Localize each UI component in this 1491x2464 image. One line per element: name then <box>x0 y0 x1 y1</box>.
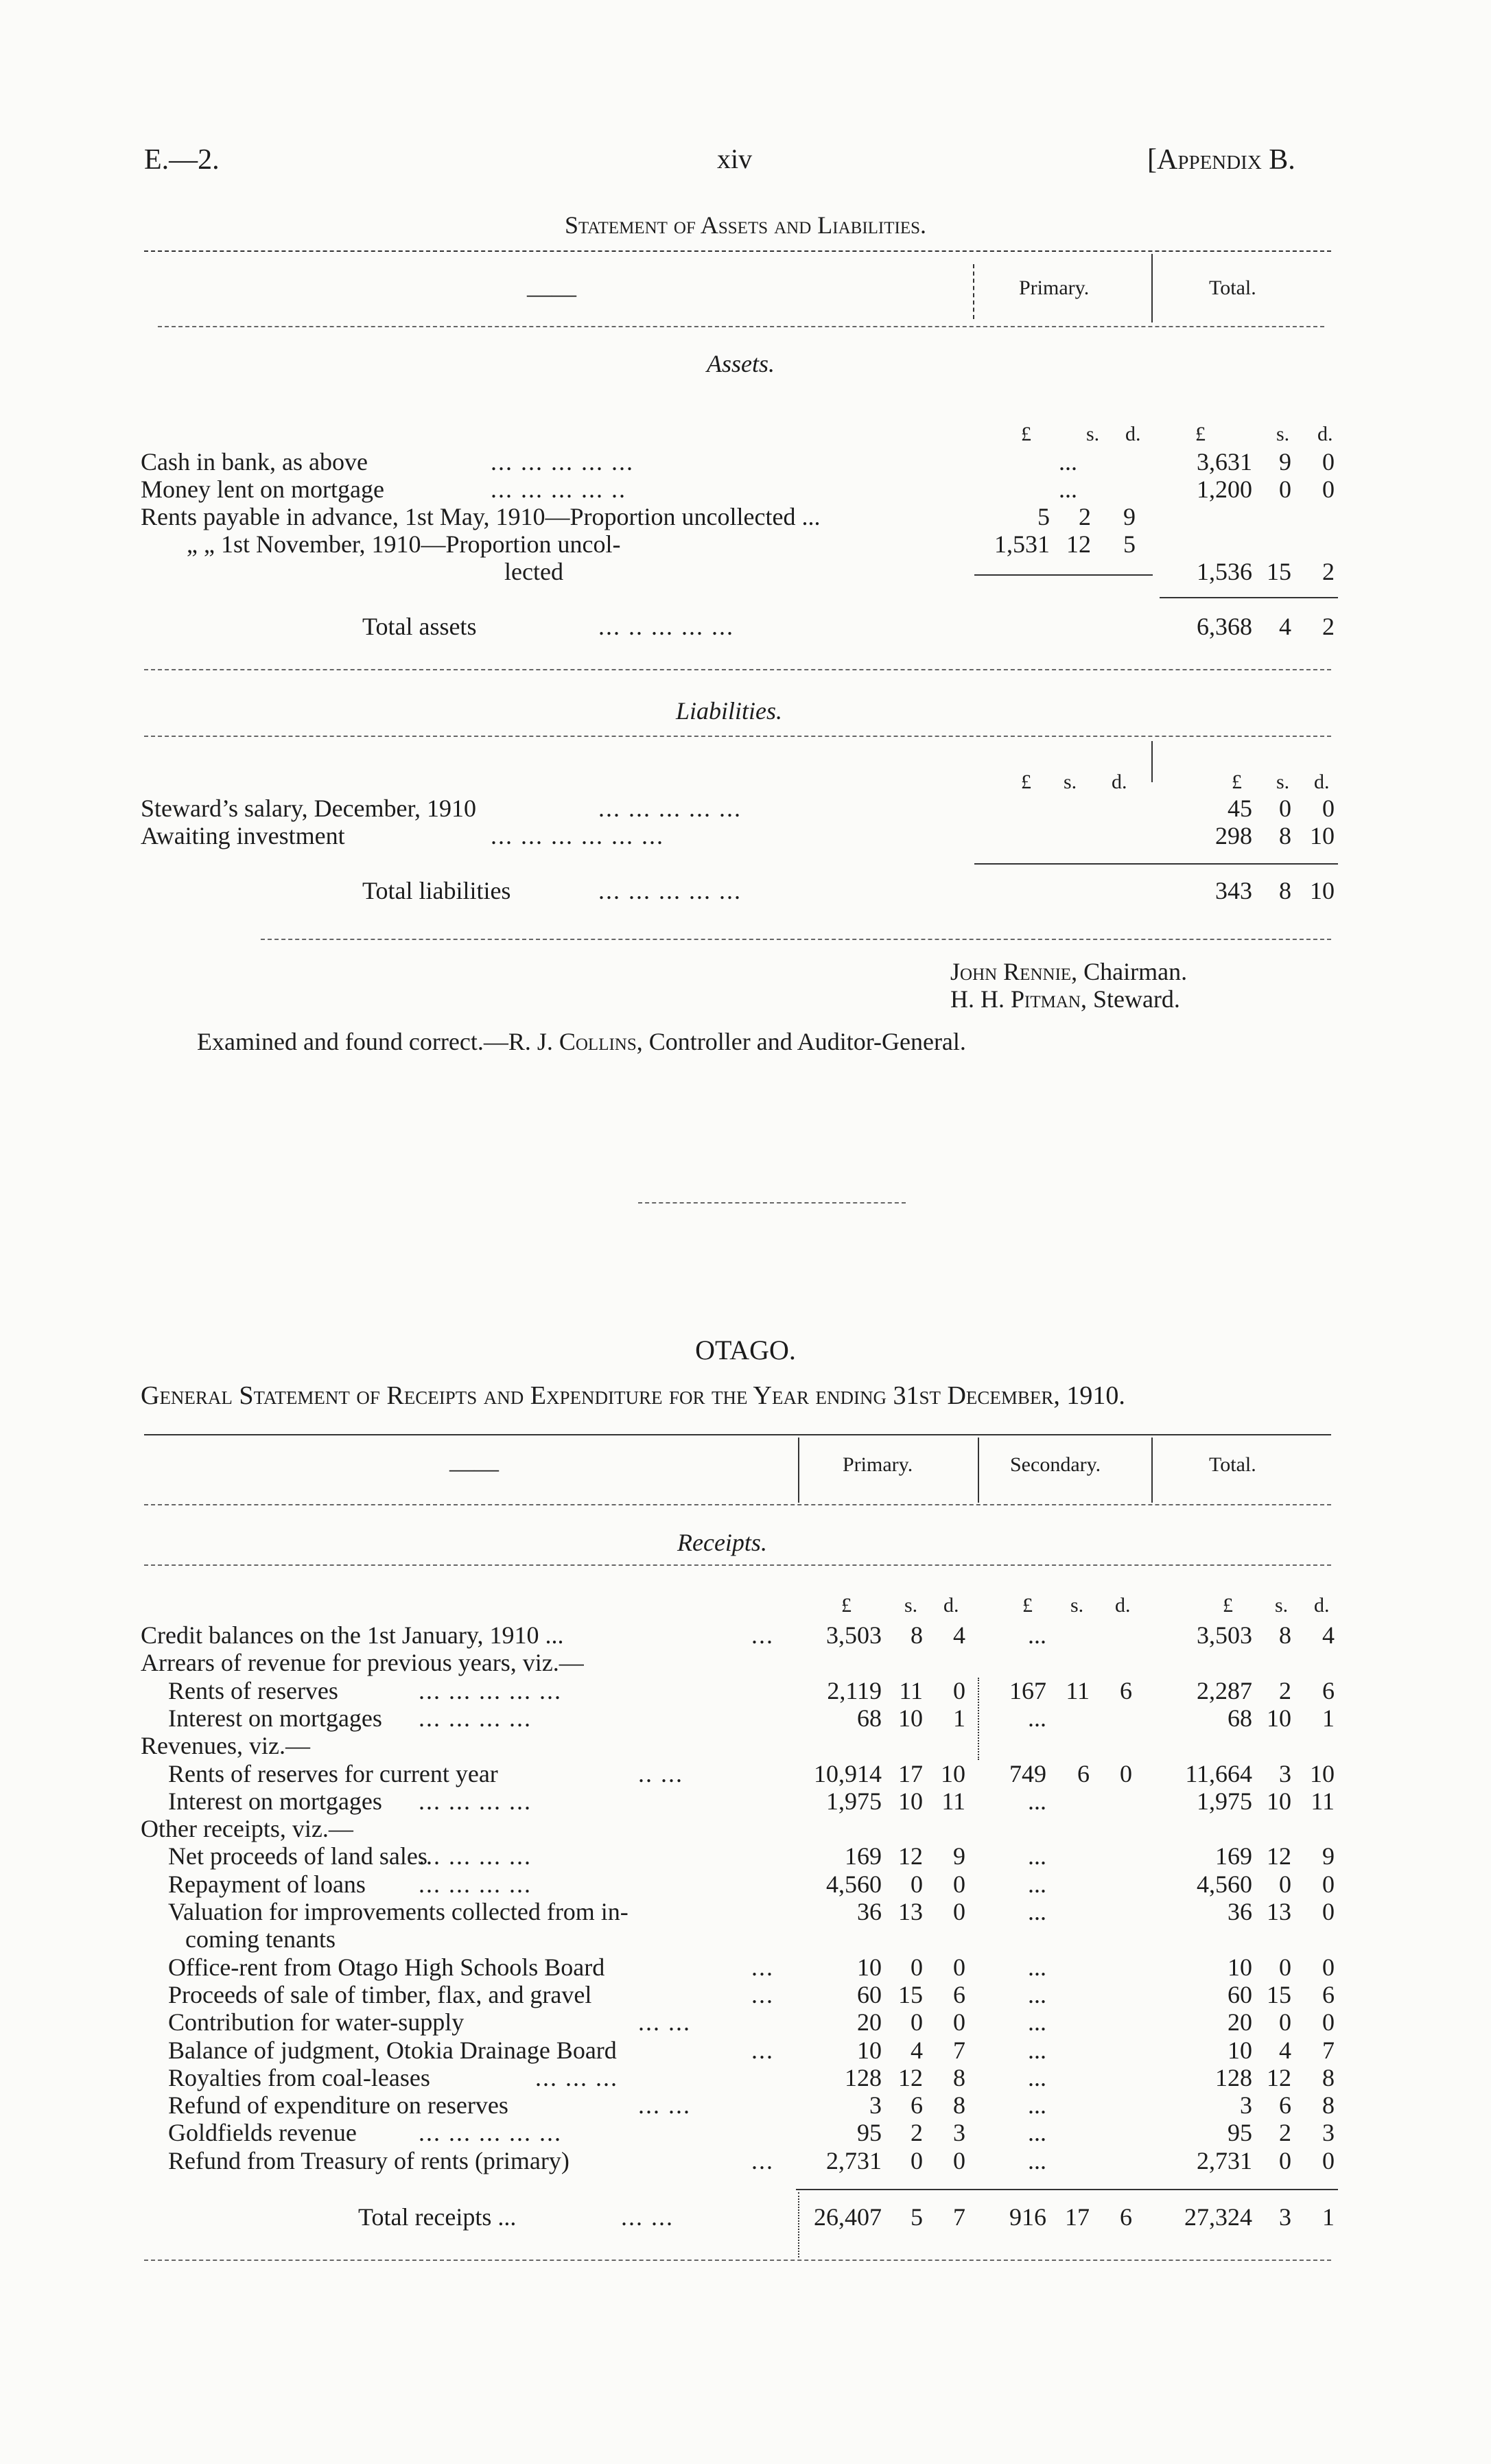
total-pence: 4 <box>1322 1621 1335 1649</box>
row-label: „ „ 1st November, 1910—Proportion uncol- <box>187 530 621 558</box>
row-label: Awaiting investment <box>141 822 345 849</box>
secondary-pounds: 916 <box>1009 2203 1046 2231</box>
secondary-pence: 6 <box>1120 1677 1132 1704</box>
primary-pence: 3 <box>953 2119 965 2146</box>
row-label: Revenues, viz.— <box>141 1732 310 1759</box>
primary-pounds: 36 <box>857 1898 882 1925</box>
primary-shillings: 8 <box>911 1621 923 1649</box>
statement2-title: General Statement of Receipts and Expenditure for the Year ending 31st December, 1910. <box>141 1381 1125 1410</box>
total-pounds: 45 <box>1228 795 1252 822</box>
currency-header: d. <box>1317 423 1333 445</box>
col-header-dash: —— <box>449 1455 499 1482</box>
leader-dots: ... ... ... ... ... <box>598 795 742 822</box>
total-pence: 0 <box>1322 1953 1335 1981</box>
leader-dots: ... ... ... ... <box>419 1704 532 1732</box>
total-pounds: 20 <box>1228 2008 1252 2036</box>
total-pounds: 298 <box>1215 822 1252 849</box>
total-pence: 10 <box>1310 877 1335 904</box>
primary-pence: 6 <box>953 1981 965 2008</box>
currency-header: d. <box>1314 771 1330 793</box>
total-pounds: 2,287 <box>1197 1677 1252 1704</box>
currency-header: s. <box>1064 771 1077 793</box>
total-shillings: 10 <box>1267 1704 1291 1732</box>
receipts-heading: Receipts. <box>677 1529 767 1556</box>
currency-header: £ <box>1021 771 1031 793</box>
row-label: Goldfields revenue <box>168 2119 357 2146</box>
total-pence: 11 <box>1311 1787 1335 1815</box>
primary-shillings: 10 <box>898 1704 923 1732</box>
total-shillings: 8 <box>1279 822 1291 849</box>
total-shillings: 9 <box>1279 448 1291 476</box>
secondary-pounds: ... <box>1028 2147 1046 2174</box>
row-label: Net proceeds of land sales <box>168 1842 427 1870</box>
primary-pence: 5 <box>1123 530 1136 558</box>
secondary-pence: 6 <box>1120 2203 1132 2231</box>
primary-pence: 0 <box>953 2008 965 2036</box>
row-label-continued: coming tenants <box>185 1925 336 1953</box>
total-rule <box>796 2189 1338 2190</box>
col-header-primary: Primary. <box>1019 277 1090 299</box>
currency-header: £ <box>1195 423 1206 445</box>
total-label: Total assets <box>362 613 477 640</box>
primary-pounds: ... <box>1059 448 1077 476</box>
leader-dots: ... ... <box>621 2203 674 2231</box>
region-title: OTAGO. <box>695 1335 796 1365</box>
leader-dots: ... <box>751 1981 774 2008</box>
total-pounds: 60 <box>1228 1981 1252 2008</box>
secondary-pounds: 749 <box>1009 1760 1046 1787</box>
currency-header: s. <box>1086 423 1100 445</box>
total-pence: 0 <box>1322 476 1335 503</box>
secondary-pounds: ... <box>1028 1621 1046 1649</box>
examined-line <box>197 1029 966 1054</box>
leader-dots: ... ... <box>638 2008 691 2036</box>
secondary-pounds: ... <box>1028 1898 1046 1925</box>
statement1-top-rule <box>144 250 1331 252</box>
primary-pence: 9 <box>1123 503 1136 530</box>
total-shillings: 10 <box>1267 1787 1291 1815</box>
primary-pounds: 3,503 <box>826 1621 882 1649</box>
primary-pounds: 5 <box>1037 503 1050 530</box>
primary-pounds: 1,975 <box>826 1787 882 1815</box>
total-pounds: 3,503 <box>1197 1621 1252 1649</box>
total-pence: 0 <box>1322 1898 1335 1925</box>
examined-text: Examined and found correct.—R. J. <box>197 1028 553 1055</box>
secondary-pounds: ... <box>1028 2008 1046 2036</box>
total-pence: 2 <box>1322 558 1335 585</box>
total-shillings: 0 <box>1279 2008 1291 2036</box>
col-divider <box>978 1678 979 1760</box>
total-pounds: 2,731 <box>1197 2147 1252 2174</box>
primary-shillings: 2 <box>1079 503 1091 530</box>
currency-header: d. <box>1314 1594 1330 1617</box>
total-shillings: 2 <box>1279 1677 1291 1704</box>
appendix-label: [Appendix B. <box>1147 144 1295 176</box>
total-shillings: 15 <box>1267 1981 1291 2008</box>
currency-header: s. <box>1070 1594 1084 1617</box>
primary-pence: 7 <box>953 2037 965 2064</box>
primary-shillings: 10 <box>898 1787 923 1815</box>
total-pence: 6 <box>1322 1981 1335 2008</box>
section-rule <box>144 669 1331 670</box>
total-shillings: 4 <box>1279 2037 1291 2064</box>
primary-pence: 1 <box>953 1704 965 1732</box>
total-pence: 2 <box>1322 613 1335 640</box>
secondary-pounds: ... <box>1028 2037 1046 2064</box>
auditor-name: Collins <box>559 1028 637 1055</box>
section-rule <box>261 939 1331 940</box>
row-label: Cash in bank, as above <box>141 448 368 476</box>
primary-pence: 0 <box>953 2147 965 2174</box>
signatory-role: , Steward. <box>1080 985 1180 1013</box>
secondary-pounds: ... <box>1028 1787 1046 1815</box>
primary-pence: 10 <box>941 1760 965 1787</box>
total-pence: 10 <box>1310 1760 1335 1787</box>
total-pence: 6 <box>1322 1677 1335 1704</box>
col-divider <box>1151 1438 1153 1503</box>
leader-dots: ... <box>751 2037 774 2064</box>
primary-pence: 0 <box>953 1953 965 1981</box>
primary-pounds: 68 <box>857 1704 882 1732</box>
total-pence: 9 <box>1322 1842 1335 1870</box>
leader-dots: ... ... ... ... ... ... <box>491 822 664 849</box>
row-label: Steward’s salary, December, 1910 <box>141 795 477 822</box>
currency-header: d. <box>1112 771 1127 793</box>
row-label-continued: lected <box>504 558 563 585</box>
primary-shillings: 15 <box>898 1981 923 2008</box>
primary-shillings: 0 <box>911 1953 923 1981</box>
row-label: Office-rent from Otago High Schools Board <box>168 1953 605 1981</box>
total-shillings: 3 <box>1279 1760 1291 1787</box>
currency-header: s. <box>1275 1594 1289 1617</box>
primary-shillings: 0 <box>911 1870 923 1898</box>
row-label: Valuation for improvements collected from in- <box>168 1898 629 1925</box>
col-divider <box>978 1438 979 1503</box>
total-pence: 0 <box>1322 2008 1335 2036</box>
total-shillings: 8 <box>1279 1621 1291 1649</box>
total-pence: 1 <box>1322 1704 1335 1732</box>
page-number: xiv <box>717 143 753 174</box>
signatory-name: H. H. Pitman <box>950 985 1081 1013</box>
row-label: Royalties from coal-leases <box>168 2064 430 2091</box>
statement2-top-rule <box>144 1434 1331 1435</box>
row-label: Refund of expenditure on reserves <box>168 2091 508 2119</box>
currency-header: £ <box>1232 771 1242 793</box>
total-label: Total liabilities <box>362 877 511 904</box>
total-shillings: 13 <box>1267 1898 1291 1925</box>
currency-header: s. <box>1276 771 1290 793</box>
primary-pence: 8 <box>953 2064 965 2091</box>
total-pence: 0 <box>1322 1870 1335 1898</box>
section-separator <box>638 1202 906 1204</box>
leader-dots: ... ... ... ... <box>419 1787 532 1815</box>
primary-shillings: 4 <box>911 2037 923 2064</box>
row-label: Repayment of loans <box>168 1870 366 1898</box>
total-shillings: 0 <box>1279 1953 1291 1981</box>
page-ref: E.—2. <box>144 144 220 176</box>
header-bottom-rule <box>144 1504 1331 1505</box>
currency-header: s. <box>904 1594 918 1617</box>
col-divider <box>798 1438 799 1503</box>
primary-shillings: 2 <box>911 2119 923 2146</box>
primary-shillings: 12 <box>1066 530 1091 558</box>
currency-header: £ <box>1021 423 1031 445</box>
primary-pounds: 4,560 <box>826 1870 882 1898</box>
col-header-primary: Primary. <box>843 1453 913 1476</box>
total-rule <box>974 863 1338 865</box>
signature-steward <box>950 987 1180 1011</box>
primary-shillings: 17 <box>898 1760 923 1787</box>
primary-shillings: 12 <box>898 1842 923 1870</box>
col-divider <box>973 264 974 319</box>
total-shillings: 12 <box>1267 2064 1291 2091</box>
total-pounds: 3,631 <box>1197 448 1252 476</box>
primary-pounds: 2,119 <box>827 1677 882 1704</box>
section-rule <box>144 1564 1331 1566</box>
total-shillings: 0 <box>1279 795 1291 822</box>
total-shillings: 12 <box>1267 1842 1291 1870</box>
primary-pence: 0 <box>953 1870 965 1898</box>
secondary-pounds: ... <box>1028 2119 1046 2146</box>
row-label: Contribution for water-supply <box>168 2008 465 2036</box>
header-bottom-rule <box>158 326 1324 327</box>
total-rule <box>1160 597 1338 598</box>
liabilities-heading: Liabilities. <box>676 697 783 725</box>
currency-header: d. <box>943 1594 959 1617</box>
primary-pounds: 26,407 <box>814 2203 882 2231</box>
total-pence: 0 <box>1322 795 1335 822</box>
subtotal-rule <box>974 574 1153 576</box>
leader-dots: ... <box>751 1621 774 1649</box>
primary-pounds: 20 <box>857 2008 882 2036</box>
primary-pence: 0 <box>953 1677 965 1704</box>
leader-dots: ... ... ... ... ... <box>419 2119 562 2146</box>
row-label: Rents payable in advance, 1st May, 1910—Proportion uncollected ... <box>141 503 821 530</box>
primary-pounds: 169 <box>845 1842 882 1870</box>
total-shillings: 2 <box>1279 2119 1291 2146</box>
total-pounds: 343 <box>1215 877 1252 904</box>
primary-shillings: 11 <box>899 1677 923 1704</box>
primary-pounds: 10 <box>857 2037 882 2064</box>
currency-header: £ <box>1022 1594 1033 1617</box>
primary-pounds: 2,731 <box>826 2147 882 2174</box>
secondary-pounds: ... <box>1028 1870 1046 1898</box>
total-shillings: 4 <box>1279 613 1291 640</box>
primary-pence: 4 <box>953 1621 965 1649</box>
total-pounds: 4,560 <box>1197 1870 1252 1898</box>
row-label: Other receipts, viz.— <box>141 1815 353 1842</box>
col-header-dash: —— <box>527 280 576 307</box>
primary-pence: 8 <box>953 2091 965 2119</box>
statement1-title: Statement of Assets and Liabilities. <box>564 211 927 239</box>
col-divider <box>1151 254 1153 322</box>
signature-chairman <box>950 959 1187 984</box>
total-pence: 1 <box>1322 2203 1335 2231</box>
row-label: Money lent on mortgage <box>141 476 384 503</box>
leader-dots: ... ... ... ... ... <box>598 877 742 904</box>
total-pence: 8 <box>1322 2064 1335 2091</box>
total-pounds: 36 <box>1228 1898 1252 1925</box>
row-label: Interest on mortgages <box>168 1704 382 1732</box>
col-divider <box>1151 741 1153 782</box>
leader-dots: ... ... ... <box>535 2064 618 2091</box>
currency-header: d. <box>1125 423 1141 445</box>
total-shillings: 6 <box>1279 2091 1291 2119</box>
leader-dots: ... ... ... ... ... <box>419 1677 562 1704</box>
primary-shillings: 5 <box>911 2203 923 2231</box>
leader-dots: ... <box>751 1953 774 1981</box>
total-label: Total receipts ... <box>358 2203 517 2231</box>
leader-dots: ... .. ... ... ... <box>598 613 734 640</box>
auditor-title: , Controller and Auditor-General. <box>636 1028 966 1055</box>
primary-pounds: 95 <box>857 2119 882 2146</box>
total-shillings: 0 <box>1279 1870 1291 1898</box>
primary-pounds: 1,531 <box>994 530 1050 558</box>
total-pence: 8 <box>1322 2091 1335 2119</box>
row-label: Credit balances on the 1st January, 1910 ... <box>141 1621 564 1649</box>
primary-shillings: 13 <box>898 1898 923 1925</box>
primary-pounds: 10,914 <box>814 1760 882 1787</box>
secondary-pence: 0 <box>1120 1760 1132 1787</box>
primary-pounds: 10 <box>857 1953 882 1981</box>
total-pounds: 11,664 <box>1185 1760 1252 1787</box>
total-pounds: 10 <box>1228 1953 1252 1981</box>
leader-dots: ... ... ... ... <box>419 1870 532 1898</box>
primary-pounds: 128 <box>845 2064 882 2091</box>
primary-shillings: 0 <box>911 2008 923 2036</box>
assets-heading: Assets. <box>707 350 775 377</box>
row-label: Refund from Treasury of rents (primary) <box>168 2147 570 2174</box>
signatory-role: , Chairman. <box>1071 958 1188 985</box>
secondary-pounds: ... <box>1028 1704 1046 1732</box>
row-label: Rents of reserves <box>168 1677 338 1704</box>
total-pounds: 10 <box>1228 2037 1252 2064</box>
total-pence: 7 <box>1322 2037 1335 2064</box>
col-header-secondary: Secondary. <box>1010 1453 1101 1476</box>
primary-shillings: 12 <box>898 2064 923 2091</box>
row-label: Rents of reserves for current year <box>168 1760 498 1787</box>
currency-header: d. <box>1115 1594 1131 1617</box>
leader-dots: ... ... ... ... .. <box>491 476 626 503</box>
total-shillings: 3 <box>1279 2203 1291 2231</box>
total-pounds: 95 <box>1228 2119 1252 2146</box>
col-header-total: Total. <box>1209 277 1256 299</box>
leader-dots: ... ... ... ... <box>419 1842 532 1870</box>
primary-shillings: 6 <box>911 2091 923 2119</box>
primary-pence: 7 <box>953 2203 965 2231</box>
row-label: Arrears of revenue for previous years, viz.— <box>141 1649 584 1676</box>
primary-pounds: 60 <box>857 1981 882 2008</box>
section-rule <box>144 736 1331 737</box>
signatory-name: John Rennie <box>950 958 1072 985</box>
currency-header: s. <box>1276 423 1290 445</box>
secondary-pounds: ... <box>1028 1842 1046 1870</box>
row-label: Proceeds of sale of timber, flax, and gravel <box>168 1981 592 2008</box>
row-label: Interest on mortgages <box>168 1787 382 1815</box>
col-header-total: Total. <box>1209 1453 1256 1476</box>
leader-dots: ... ... ... ... ... <box>491 448 634 476</box>
leader-dots: ... ... <box>638 2091 691 2119</box>
primary-pounds: ... <box>1059 476 1077 503</box>
total-pounds: 1,536 <box>1197 558 1252 585</box>
total-pounds: 68 <box>1228 1704 1252 1732</box>
total-pence: 0 <box>1322 2147 1335 2174</box>
currency-header: £ <box>1223 1594 1233 1617</box>
total-pounds: 169 <box>1215 1842 1252 1870</box>
total-pounds: 6,368 <box>1197 613 1252 640</box>
row-label: Balance of judgment, Otokia Drainage Board <box>168 2037 617 2064</box>
leader-dots: ... <box>751 2147 774 2174</box>
section-rule <box>144 2260 1331 2261</box>
leader-dots: .. ... <box>638 1760 683 1787</box>
currency-header: £ <box>841 1594 852 1617</box>
total-pounds: 27,324 <box>1184 2203 1252 2231</box>
primary-pence: 0 <box>953 1898 965 1925</box>
total-shillings: 0 <box>1279 476 1291 503</box>
primary-shillings: 0 <box>911 2147 923 2174</box>
total-pounds: 128 <box>1215 2064 1252 2091</box>
total-pence: 3 <box>1322 2119 1335 2146</box>
secondary-shillings: 11 <box>1066 1677 1090 1704</box>
secondary-pounds: ... <box>1028 2064 1046 2091</box>
primary-pence: 9 <box>953 1842 965 1870</box>
primary-pence: 11 <box>941 1787 965 1815</box>
total-pence: 10 <box>1310 822 1335 849</box>
total-pounds: 3 <box>1240 2091 1252 2119</box>
secondary-pounds: ... <box>1028 2091 1046 2119</box>
total-shillings: 8 <box>1279 877 1291 904</box>
total-pence: 0 <box>1322 448 1335 476</box>
primary-pounds: 3 <box>869 2091 882 2119</box>
secondary-shillings: 6 <box>1077 1760 1090 1787</box>
secondary-pounds: 167 <box>1009 1677 1046 1704</box>
total-pounds: 1,200 <box>1197 476 1252 503</box>
total-shillings: 0 <box>1279 2147 1291 2174</box>
secondary-pounds: ... <box>1028 1981 1046 2008</box>
total-pounds: 1,975 <box>1197 1787 1252 1815</box>
secondary-shillings: 17 <box>1065 2203 1090 2231</box>
total-shillings: 15 <box>1267 558 1291 585</box>
secondary-pounds: ... <box>1028 1953 1046 1981</box>
